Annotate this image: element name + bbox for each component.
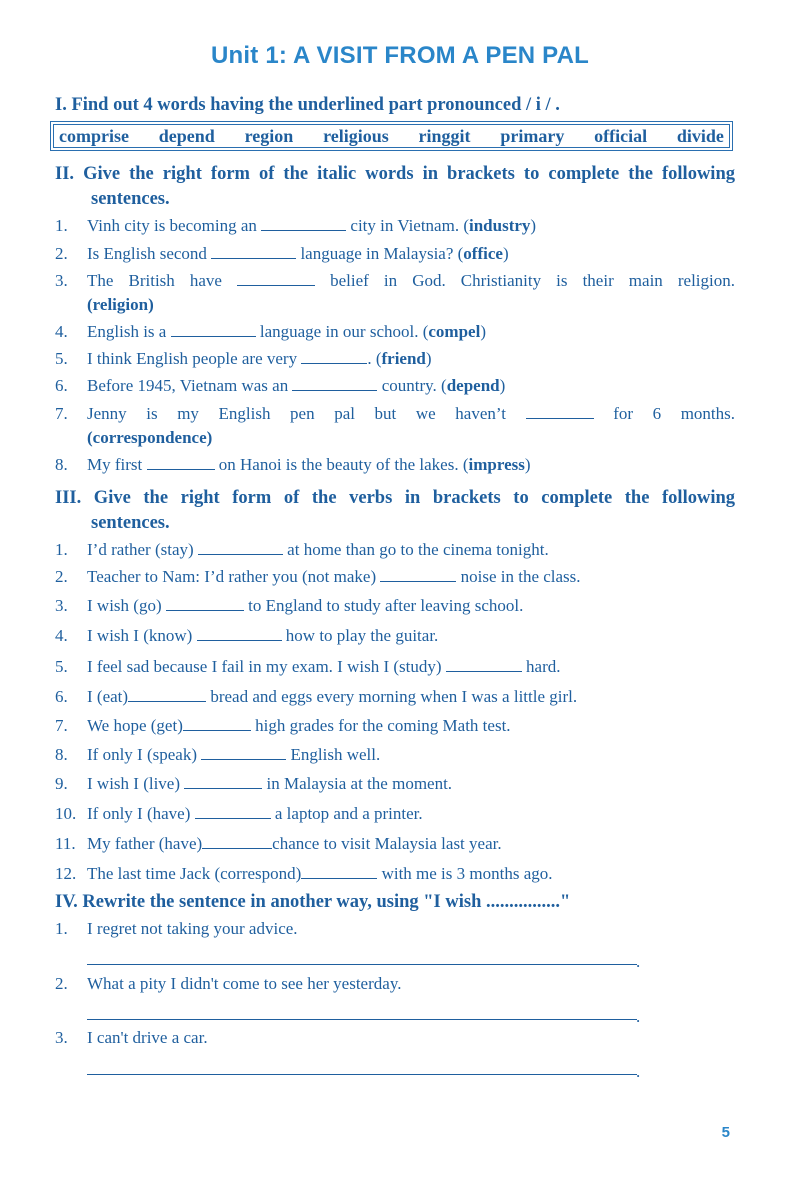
word-item: divide [676, 125, 724, 146]
answer-blank[interactable] [261, 216, 346, 231]
answer-blank[interactable] [147, 455, 215, 470]
exercise-item: 6. I (eat) bread and eggs every morning when I was a little girl. [55, 687, 578, 706]
answer-blank[interactable] [446, 657, 522, 672]
line-end-dot: . [636, 952, 641, 971]
answer-blank[interactable] [211, 244, 296, 259]
word-box [50, 121, 733, 151]
answer-blank[interactable] [301, 864, 377, 879]
page-number: 5 [721, 1124, 730, 1141]
exercise-item: 10. If only I (have) a laptop and a printer. [55, 804, 423, 823]
word-item: comprise [59, 125, 129, 146]
section-3-heading: III. Give the right form of the verbs in brackets to complete the following sentences. [55, 488, 735, 533]
exercise-item: 11. My father (have) chance to visit Malaysia last year. [55, 834, 502, 853]
answer-blank[interactable] [201, 745, 286, 760]
word-item: depend [158, 125, 215, 146]
answer-line[interactable] [87, 964, 637, 965]
answer-blank[interactable] [184, 774, 262, 789]
exercise-item: 7. Jenny is my English pen pal but we haven’t for 6 months. (correspondence) [55, 404, 736, 447]
answer-blank[interactable] [526, 404, 594, 419]
line-end-dot: . [636, 1007, 641, 1026]
exercise-item: 6. Before 1945, Vietnam was an country. (depend) [55, 376, 506, 395]
exercise-item: 12. The last time Jack (correspond) with me is 3 months ago. [55, 864, 553, 883]
line-end-dot: . [636, 1062, 641, 1081]
word-item: religious [323, 125, 389, 146]
answer-blank[interactable] [171, 322, 256, 337]
section-1-heading: I. Find out 4 words having the underlined part pronounced / i / . [55, 95, 560, 115]
rewrite-item: 1. I regret not taking your advice. [55, 919, 298, 938]
exercise-item: 3. The British have belief in God. Christianity is their main religion. (religion) [55, 271, 735, 314]
word-item: region [244, 125, 294, 146]
answer-blank[interactable] [301, 349, 367, 364]
section-4-heading: IV. Rewrite the sentence in another way, using "I wish ................" [55, 892, 571, 912]
exercise-item: 1. Vinh city is becoming an city in Vietnam. (industry) [55, 216, 537, 235]
exercise-item: 3. I wish (go) to England to study after leaving school. [55, 596, 524, 615]
section-2-heading: II. Give the right form of the italic words in brackets to complete the following sentences. [55, 164, 735, 209]
rewrite-item: 2. What a pity I didn't come to see her yesterday. [55, 974, 402, 993]
answer-blank[interactable] [237, 271, 315, 286]
exercise-item: 1. I’d rather (stay) at home than go to the cinema tonight. [55, 540, 549, 559]
exercise-item: 4. English is a language in our school. (compel) [55, 322, 486, 341]
answer-blank[interactable] [292, 376, 377, 391]
word-item: ringgit [418, 125, 471, 146]
answer-blank[interactable] [195, 804, 271, 819]
answer-blank[interactable] [197, 626, 282, 641]
exercise-item: 2. Teacher to Nam: I’d rather you (not make) noise in the class. [55, 567, 581, 586]
answer-blank[interactable] [198, 540, 283, 555]
exercise-item: 8. My first on Hanoi is the beauty of the lakes. (impress) [55, 455, 531, 474]
exercise-item: 5. I feel sad because I fail in my exam. I wish I (study) hard. [55, 657, 561, 676]
exercise-item: 5. I think English people are very . (friend) [55, 349, 432, 368]
answer-blank[interactable] [183, 716, 251, 731]
page-title: Unit 1: A VISIT FROM A PEN PAL [211, 42, 589, 69]
word-item: primary [500, 125, 565, 146]
rewrite-item: 3. I can't drive a car. [55, 1028, 208, 1047]
exercise-item: 8. If only I (speak) English well. [55, 745, 381, 764]
exercise-item: 9. I wish I (live) in Malaysia at the moment. [55, 774, 453, 793]
exercise-item: 7. We hope (get) high grades for the coming Math test. [55, 716, 511, 735]
answer-blank[interactable] [166, 596, 244, 611]
answer-blank[interactable] [380, 567, 456, 582]
exercise-item: 2. Is English second language in Malaysia? (office) [55, 244, 509, 263]
answer-line[interactable] [87, 1019, 637, 1020]
answer-blank[interactable] [202, 834, 272, 849]
word-item: official [594, 125, 648, 146]
answer-blank[interactable] [128, 687, 206, 702]
answer-line[interactable] [87, 1074, 637, 1075]
exercise-item: 4. I wish I (know) how to play the guitar. [55, 626, 439, 645]
